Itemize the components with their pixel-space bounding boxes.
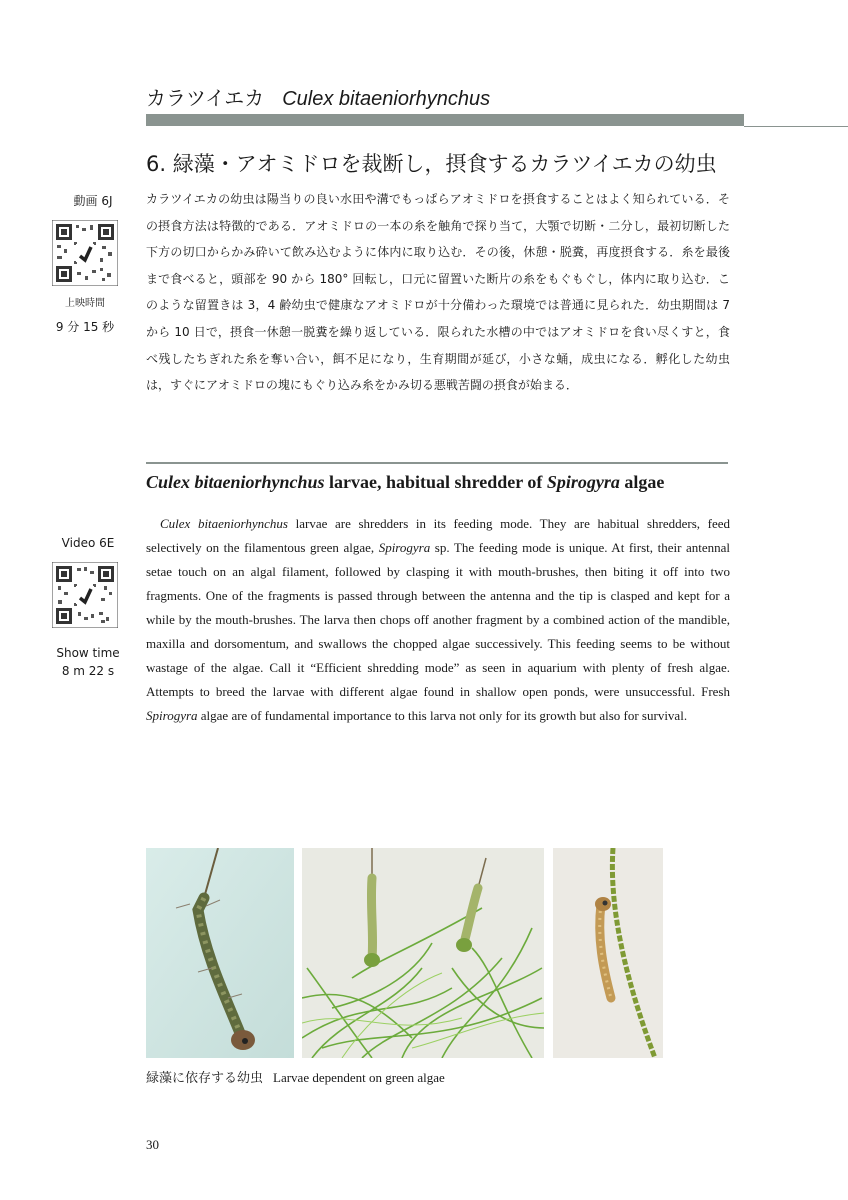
en-body-species: Culex bitaeniorhynchus bbox=[160, 516, 288, 531]
en-heading-genus: Spirogyra bbox=[546, 472, 620, 492]
jp-time-value: 9 分 15 秒 bbox=[55, 320, 115, 334]
header-bar bbox=[146, 114, 744, 126]
photo-larva-hanging bbox=[146, 848, 294, 1058]
en-heading-end: algae bbox=[619, 472, 665, 492]
en-body-genus-1: Spirogyra bbox=[378, 540, 431, 555]
en-section-body bbox=[146, 512, 730, 728]
running-header bbox=[146, 82, 490, 111]
photo-larva-on-filament bbox=[553, 848, 663, 1058]
jp-section-heading: 6. 緑藻・アオミドロを裁断し，摂食するカラツイエカの幼虫 bbox=[146, 152, 717, 176]
jp-video-label: 動画 6J bbox=[73, 194, 113, 208]
caption-en: Larvae dependent on green algae bbox=[273, 1070, 445, 1085]
en-video-label: Video 6E bbox=[61, 536, 115, 550]
en-video-qr-code[interactable] bbox=[52, 562, 118, 628]
header-rule bbox=[744, 126, 848, 127]
header-latin-title: Culex bitaeniorhynchus bbox=[282, 88, 491, 110]
jp-time-label: 上映時間 bbox=[65, 298, 105, 309]
en-heading-mid: larvae, habitual shredder of bbox=[324, 472, 547, 492]
photo-larvae-in-algae bbox=[302, 848, 544, 1058]
jp-video-qr-code[interactable] bbox=[52, 220, 118, 286]
figure-caption bbox=[146, 1067, 445, 1086]
en-body-part3: algae are of fundamental importance to this larva not only for its growth but also for survival. bbox=[197, 708, 688, 723]
caption-jp: 緑藻に依存する幼虫 bbox=[146, 1071, 264, 1086]
en-body-part1: larvae are shredders in its feeding mode. They are habitual shredders, feed selectively on the filamentous green algae, bbox=[146, 516, 730, 555]
section-separator bbox=[146, 462, 728, 464]
en-section-heading bbox=[146, 472, 664, 493]
page-number: 30 bbox=[146, 1137, 159, 1152]
en-time-label: Show time bbox=[56, 646, 120, 660]
header-jp-title: カラツイエカ bbox=[146, 86, 265, 110]
en-heading-species: Culex bitaeniorhynchus bbox=[146, 472, 325, 492]
jp-section-body: カラツイエカの幼虫は陽当りの良い水田や溝でもっぱらアオミドロを摂食することはよく知られている．その摂食方法は特徴的である．アオミドロの一本の糸を触角で探り当て，大顎で切断・二分し，最初切断した下方の切口からかみ砕いて飲み込むように体内に取り込む．その後，休憩・脱糞，再度摂食する．糸を最後まで食べると，頭部を 90 から 180° 回転し，口元に留置いた断片の糸をもぐもぐし，体内に取り込む．このような留置きは 3，4 齢幼虫で健康なアオミドロが十分備わった環境では普通に見られた．幼虫期間は 7 から 10 日で，摂食一休憩一脱糞を繰り返している．限られた水槽の中ではアオミドロを食い尽くすと，食べ残したちぎれた糸を奪い合い，餌不足になり，生育期間が延び，小さな蛹，成虫になる．孵化した幼虫は，すぐにアオミドロの塊にもぐり込み糸をかみ切る悪戦苦闘の摂食が始まる． bbox=[146, 192, 730, 393]
en-time-value: 8 m 22 s bbox=[61, 664, 115, 678]
en-body-part2: sp. The feeding mode is unique. At first, their antennal setae touch on an algal filament, followed by clasping it with mouth-brushes, then biting it off into two fragments. One of the fragments is passed through between the antenna and the tip is clasped and kept for a while by the mouth-brushes. The larva then chops off another fragment by a combined action of the mandible, maxilla and dorsomentum, and swallows the chopped algae successively. This feeding seems to be without wastage of the algae. Call it “Efficient shredding mode” as seen in aquarium with plenty of fresh algae. Attempts to breed the larvae with different algae found in shallow open ponds, were unsuccessful. Fresh bbox=[146, 540, 730, 699]
en-body-genus-2: Spirogyra bbox=[146, 708, 198, 723]
